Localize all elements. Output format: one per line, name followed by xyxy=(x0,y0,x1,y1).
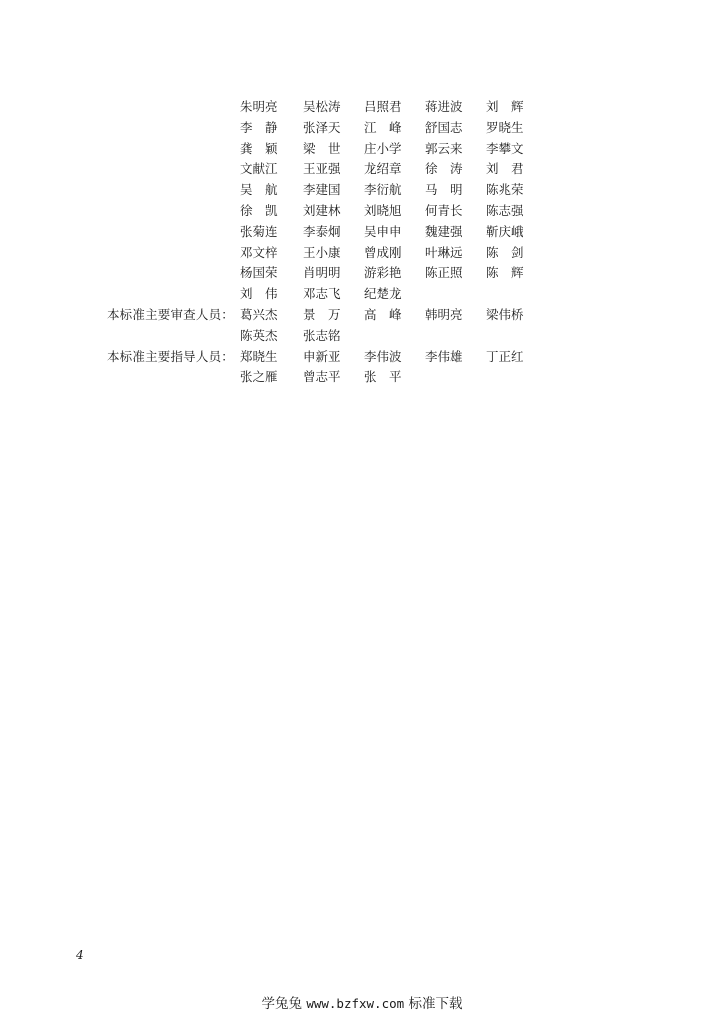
person-name: 何青长 xyxy=(425,202,463,218)
person-name: 景 万 xyxy=(303,306,341,322)
person-name: 李建国 xyxy=(303,182,341,198)
person-name: 申新亚 xyxy=(303,348,341,364)
person-name: 曾志平 xyxy=(303,369,341,385)
person-name: 葛兴杰 xyxy=(240,306,278,322)
personnel-row xyxy=(0,243,724,264)
person-name: 蒋进波 xyxy=(425,99,463,114)
person-name: 游彩艳 xyxy=(364,265,402,281)
footer-site-name: 学兔兔 xyxy=(261,996,303,1012)
person-name: 李攀文 xyxy=(486,140,524,156)
person-name: 王亚强 xyxy=(303,161,341,177)
person-name: 邓志飞 xyxy=(303,286,341,302)
person-name: 徐 凯 xyxy=(240,202,278,218)
person-name: 张菊连 xyxy=(240,223,278,239)
person-name: 刘晓旭 xyxy=(364,202,402,218)
person-name: 李伟雄 xyxy=(425,348,463,364)
person-name: 舒国志 xyxy=(425,119,463,135)
person-name: 吴申申 xyxy=(364,223,402,239)
person-name: 文献江 xyxy=(240,161,278,177)
person-name: 陈 剑 xyxy=(486,244,524,260)
person-name: 李衍航 xyxy=(364,182,402,198)
person-name: 高 峰 xyxy=(364,306,402,322)
person-name: 韩明亮 xyxy=(425,306,463,322)
person-name: 陈志强 xyxy=(486,202,524,218)
personnel-list xyxy=(0,97,724,388)
person-name: 郑晓生 xyxy=(240,348,278,364)
person-name: 叶琳远 xyxy=(425,244,463,260)
person-name: 刘 君 xyxy=(486,161,524,177)
person-name: 朱明亮 xyxy=(240,99,278,114)
personnel-row xyxy=(0,118,724,139)
person-name: 张之雁 xyxy=(240,369,278,385)
personnel-row xyxy=(0,367,724,388)
person-name: 魏建强 xyxy=(425,223,463,239)
person-name: 龙绍章 xyxy=(364,161,402,177)
personnel-row xyxy=(0,284,724,305)
person-name: 马 明 xyxy=(425,182,463,198)
person-name: 陈英杰 xyxy=(240,327,278,343)
person-name: 吴 航 xyxy=(240,182,278,198)
person-name: 吕照君 xyxy=(364,99,402,114)
person-name: 郭云来 xyxy=(425,140,463,156)
personnel-row xyxy=(0,139,724,160)
footer-url[interactable]: www.bzfxw.com xyxy=(306,996,405,1011)
person-name: 龚 颖 xyxy=(240,140,278,156)
page-number: 4 xyxy=(76,948,84,962)
person-name: 张 平 xyxy=(364,369,402,385)
person-name: 肖明明 xyxy=(303,265,341,281)
person-name: 吴松涛 xyxy=(303,99,341,114)
person-name: 庄小学 xyxy=(364,140,402,156)
personnel-row xyxy=(0,222,724,243)
person-name: 罗晓生 xyxy=(486,119,524,135)
person-name: 陈 辉 xyxy=(486,265,524,281)
personnel-row xyxy=(0,201,724,222)
person-name: 梁伟桥 xyxy=(486,306,524,322)
role-label: 本标准主要审查人员： xyxy=(106,306,234,322)
person-name: 江 峰 xyxy=(364,119,402,135)
person-name: 曾成刚 xyxy=(364,244,402,260)
person-name: 李 静 xyxy=(240,119,278,135)
person-name: 梁 世 xyxy=(303,140,341,156)
person-name: 靳庆峨 xyxy=(486,223,524,239)
person-name: 邓文梓 xyxy=(240,244,278,260)
personnel-row xyxy=(0,263,724,284)
personnel-row xyxy=(0,159,724,180)
footer xyxy=(0,992,724,1012)
person-name: 杨国荣 xyxy=(240,265,278,281)
person-name: 陈兆荣 xyxy=(486,182,524,198)
person-name: 李伟波 xyxy=(364,348,402,364)
person-name: 纪楚龙 xyxy=(364,286,402,302)
person-name: 刘建林 xyxy=(303,202,341,218)
personnel-row xyxy=(0,180,724,201)
person-name: 陈正照 xyxy=(425,265,463,281)
personnel-row xyxy=(0,347,724,368)
person-name: 李泰炯 xyxy=(303,223,341,239)
person-name: 王小康 xyxy=(303,244,341,260)
footer-tagline: 标准下载 xyxy=(408,996,463,1012)
person-name: 张志铭 xyxy=(303,327,341,343)
person-name: 刘 伟 xyxy=(240,286,278,302)
person-name: 徐 涛 xyxy=(425,161,463,177)
person-name: 丁正红 xyxy=(486,348,524,364)
role-label: 本标准主要指导人员： xyxy=(106,348,234,364)
personnel-row xyxy=(0,97,724,118)
personnel-row xyxy=(0,305,724,326)
person-name: 刘 辉 xyxy=(486,99,524,114)
person-name: 张泽天 xyxy=(303,119,341,135)
personnel-row xyxy=(0,326,724,347)
